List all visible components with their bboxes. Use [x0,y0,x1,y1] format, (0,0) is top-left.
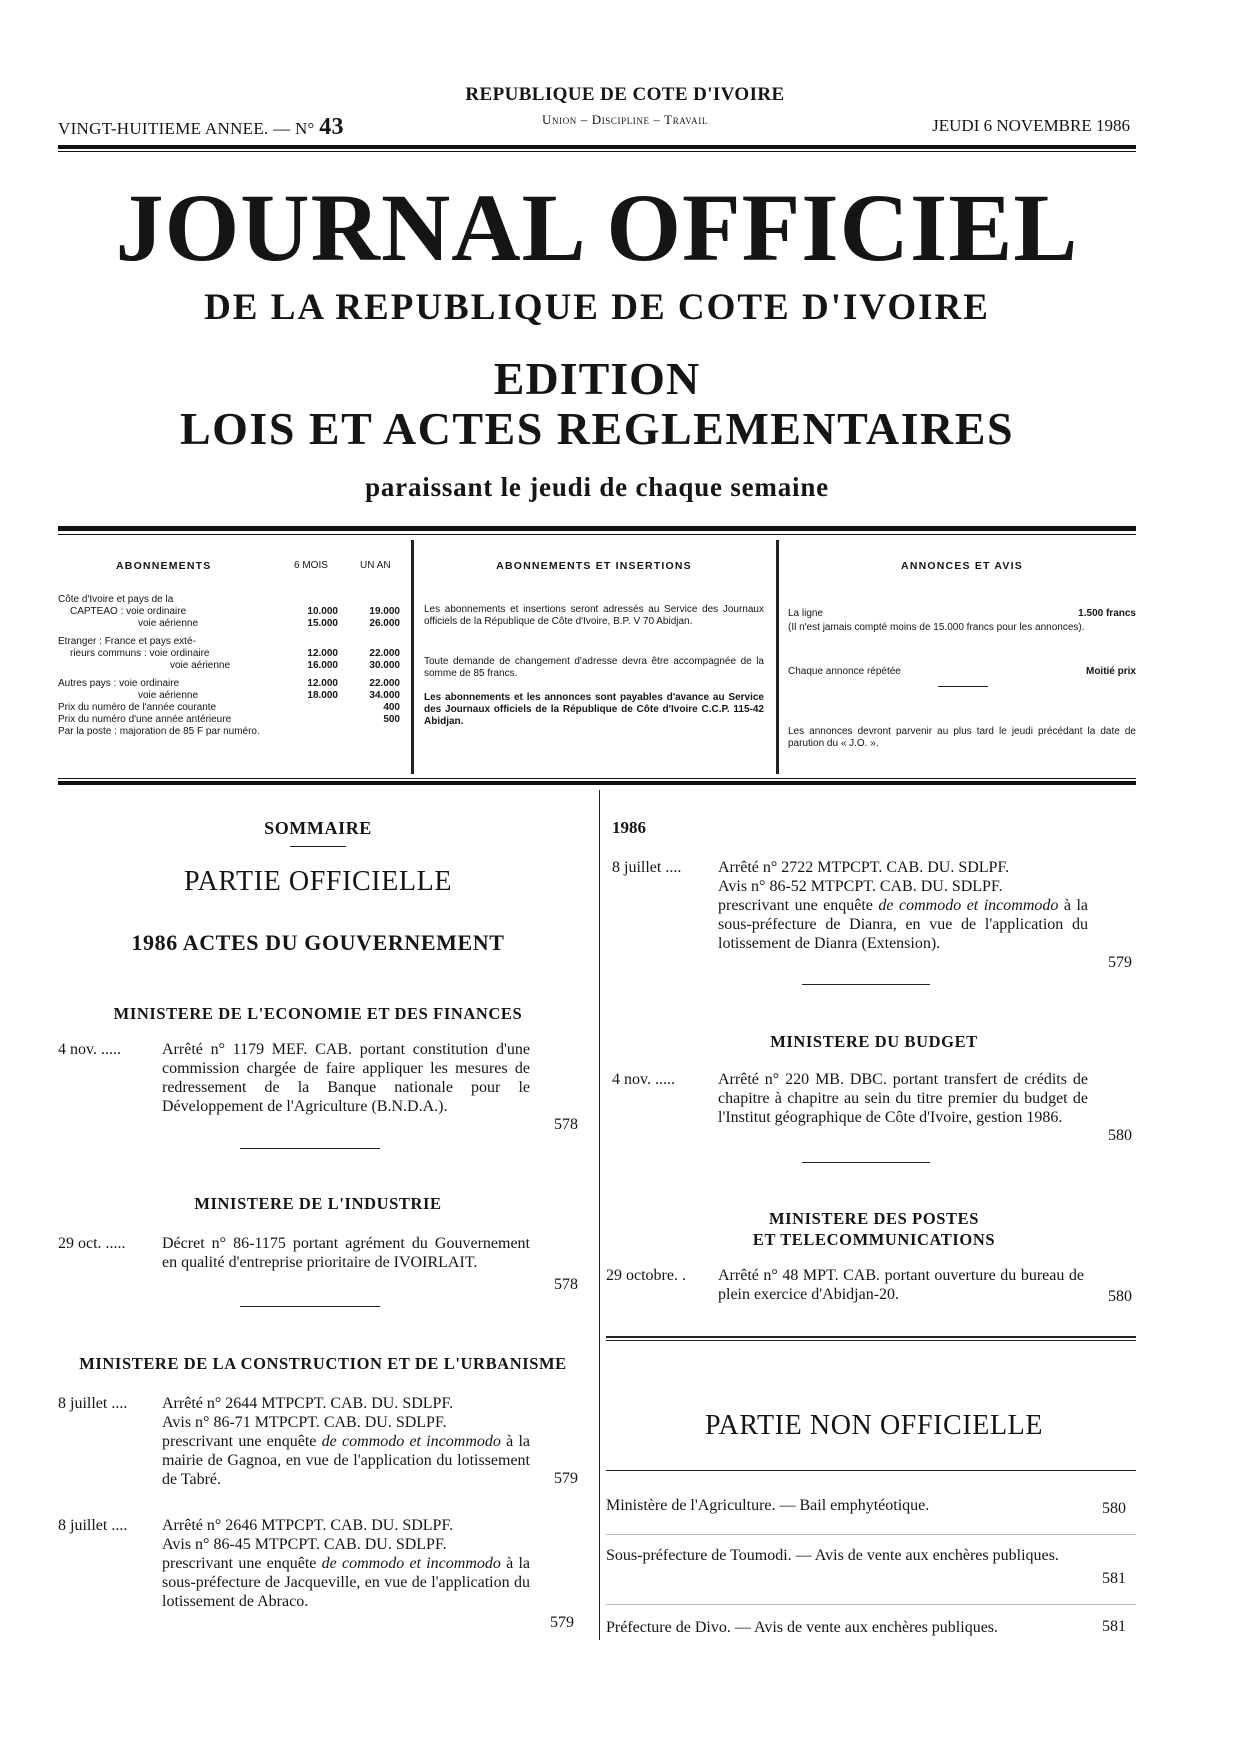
page-number: 580 [1102,1500,1126,1517]
insertions-address: Les abonnements et insertions seront adressés au Service des Journaux officiels de la République de Côte d'Ivoire, B.P. V 70 Abidjan. [424,604,764,627]
rate-label: rieurs communs : voie ordinaire [70,648,210,659]
volume-label: VINGT-HUITIEME ANNEE. — N° [58,119,315,138]
divider [290,846,346,847]
rate-label: voie aérienne [138,618,199,629]
repeat-price-label: Chaque annonce répétée [788,666,901,677]
insertions-address-change: Toute demande de changement d'adresse devra être accompagnée de la somme de 85 francs. [424,656,764,679]
entry-line: Avis n° 86-71 MTPCPT. CAB. DU. SDLPF. [162,1414,447,1431]
box-top-rule-thin [58,534,1136,535]
rate-6m: 18.000 [307,690,338,701]
entry-text [162,1432,530,1489]
non-official-item: Ministère de l'Agriculture. — Bail emphytéotique. [606,1497,930,1514]
entry-date: 29 octobre. . [606,1267,686,1284]
box-bottom-rule-thin [58,778,1136,779]
entry-date: 4 nov. ..... [58,1041,121,1058]
rate-1y: 400 [383,702,400,713]
page-number: 581 [1102,1618,1126,1635]
entry-text: Arrêté n° 220 MB. DBC. portant transfert de crédits de chapitre à chapitre au sein du titre premier du budget de l'Institut géographique de Côte d'Ivoire, gestion 1986. [718,1071,1088,1126]
divider [802,1162,930,1163]
divider [606,1534,1136,1535]
construction-entry-1 [162,1394,530,1489]
rate-label: Prix du numéro d'une année antérieure [58,714,232,725]
non-official-item: Préfecture de Divo. — Avis de vente aux enchères publiques. [606,1619,999,1636]
divider [802,984,930,985]
rate-label: CAPTEAO : voie ordinaire [70,606,187,617]
entry-text [162,1554,530,1611]
non-official-part-heading: PARTIE NON OFFICIELLE [704,1410,1044,1441]
six-months-header: 6 MOIS [294,560,328,571]
line-price-label: La ligne [788,608,824,619]
rate-label: Autres pays : voie ordinaire [58,678,180,689]
rate-6m: 10.000 [307,606,338,617]
entry-date: 8 juillet .... [612,859,682,876]
entry-line: Arrêté n° 2646 MTPCPT. CAB. DU. SDLPF. [162,1517,454,1534]
journal-title: JOURNAL OFFICIEL [115,174,1079,281]
rate-label: Côte d'Ivoire et pays de la [58,594,174,605]
page-number: 580 [1108,1127,1132,1144]
divider [606,1604,1136,1605]
edition-label: EDITION [493,353,701,404]
column-divider [599,790,600,1640]
volume-issue [58,114,344,141]
entry-date: 8 juillet .... [58,1517,128,1534]
country-name: REPUBLIQUE DE COTE D'IVOIRE [465,84,785,105]
rate-label: voie aérienne [170,660,231,671]
rate-label: Par la poste : majoration de 85 F par numéro. [58,726,260,737]
summary-heading: SOMMAIRE [264,818,372,838]
entry-date: 4 nov. ..... [612,1071,675,1088]
rate-1y: 500 [383,714,400,725]
rate-1y: 22.000 [369,678,400,689]
entry-text-italic: de commodo et incommodo [878,897,1059,914]
rate-1y: 30.000 [369,660,400,671]
official-part-heading: PARTIE OFFICIELLE [183,866,453,897]
entry-text-italic: de commodo et incommodo [321,1433,501,1450]
entry-text-italic: de commodo et incommodo [321,1555,501,1572]
box-divider [776,540,779,774]
repeat-price: Moitié prix [1085,666,1136,677]
rate-6m: 12.000 [307,648,338,659]
entry-date: 29 oct. ..... [58,1235,126,1252]
entry-text: Arrêté n° 1179 MEF. CAB. portant constitution d'une commission chargée de faire appliquer les mesures de redressement de la Banque nationale pour le Développement de l'Agriculture (B.N.D.A.). [162,1041,530,1115]
ministry-heading-line: MINISTERE DES POSTES [768,1209,980,1228]
minimum-charge-note: (Il n'est jamais compté moins de 15.000 francs pour les annonces). [788,622,1085,633]
page-number: 581 [1102,1570,1126,1587]
entry-text-pre: prescrivant une enquête [718,897,873,914]
rate-6m: 16.000 [307,660,338,671]
section-rule [606,1470,1136,1471]
entry-text: Arrêté n° 48 MPT. CAB. portant ouverture du bureau de plein exercice d'Abidjan-20. [718,1267,1084,1303]
entry-text [718,896,1088,953]
entry-line: Avis n° 86-45 MTPCPT. CAB. DU. SDLPF. [162,1536,447,1553]
insertions-payment: Les abonnements et les annonces sont payables d'avance au Service des Journaux officiels de la République de Côte d'Ivoire C.C.P. 115-42 Abidjan. [424,692,764,727]
box-divider [411,540,414,774]
announcements-info [788,542,1136,772]
subscription-rates [58,542,403,772]
box-top-rule [58,526,1136,531]
construction-entry-2 [162,1516,530,1611]
ministry-heading-posts [612,1208,1136,1250]
rate-label: Prix du numéro de l'année courante [58,702,217,713]
entry-text-pre: prescrivant une enquête [162,1433,317,1450]
page-number: 579 [1108,954,1132,971]
rate-label: voie aérienne [138,690,199,701]
entry-text: Décret n° 86-1175 portant agrément du Gouvernement en qualité d'entreprise prioritaire de IVOIRLAIT. [162,1235,530,1271]
insertions-info [424,542,764,772]
publication-frequency: paraissant le jeudi de chaque semaine [365,472,829,502]
divider [240,1148,380,1149]
edition-name: LOIS ET ACTES REGLEMENTAIRES [179,403,1015,454]
government-acts-heading: 1986 ACTES DU GOUVERNEMENT [131,930,505,955]
issue-number: 43 [319,114,344,140]
header-rule-thin [58,151,1136,152]
year-heading: 1986 [612,818,646,837]
line-price: 1.500 francs [1078,608,1136,619]
page-number: 578 [554,1116,578,1133]
entry-date: 8 juillet .... [58,1395,128,1412]
subscription-heading: ABONNEMENTS [116,560,212,572]
box-bottom-rule [58,781,1136,785]
entry-text-post: à la sous-préfecture de Dianra, en vue de l'application du lotissement de Dianra (Extension). [718,897,1089,952]
divider [240,1306,380,1307]
section-rule [606,1336,1136,1338]
country-block [380,84,870,128]
announcements-heading: ANNONCES ET AVIS [901,560,1023,572]
entry-line: Arrêté n° 2722 MTPCPT. CAB. DU. SDLPF. [718,859,1010,876]
ministry-heading-line: ET TELECOMMUNICATIONS [752,1230,996,1249]
entry-text-post: à la sous-préfecture de Jacqueville, en vue de l'application du lotissement de Abraco. [162,1555,531,1610]
page-number: 579 [550,1614,574,1631]
section-rule-thin [606,1340,1136,1341]
deadline-note: Les annonces devront parvenir au plus tard le jeudi précédant la date de parution du « J.O. ». [788,726,1136,749]
issue-date: JEUDI 6 NOVEMBRE 1986 [932,116,1130,135]
rate-1y: 34.000 [369,690,400,701]
ministry-heading-budget: MINISTERE DU BUDGET [770,1032,978,1051]
ministry-heading-construction: MINISTERE DE LA CONSTRUCTION ET DE L'URBANISME [79,1354,567,1373]
divider [938,686,988,687]
one-year-header: UN AN [360,560,391,571]
rate-1y: 22.000 [369,648,400,659]
insertions-heading: ABONNEMENTS ET INSERTIONS [496,560,692,572]
rate-label: Etranger : France et pays exté- [58,636,196,647]
page-number: 580 [1108,1288,1132,1305]
rate-6m: 12.000 [307,678,338,689]
dianra-entry [718,858,1088,953]
non-official-item: Sous-préfecture de Toumodi. — Avis de vente aux enchères publiques. [606,1547,1059,1564]
journal-subtitle: DE LA REPUBLIQUE DE COTE D'IVOIRE [204,287,990,328]
ministry-heading-economy: MINISTERE DE L'ECONOMIE ET DES FINANCES [113,1004,523,1023]
rate-6m: 15.000 [307,618,338,629]
entry-text-post: à la mairie de Gagnoa, en vue de l'application du lotissement de Tabré. [162,1433,531,1488]
entry-line: Arrêté n° 2644 MTPCPT. CAB. DU. SDLPF. [162,1395,454,1412]
rate-1y: 26.000 [369,618,400,629]
national-motto: Union – Discipline – Travail [542,112,708,127]
page-number: 578 [554,1276,578,1293]
ministry-heading-industry: MINISTERE DE L'INDUSTRIE [194,1194,442,1213]
header-rule [58,145,1136,149]
entry-line: Avis n° 86-52 MTPCPT. CAB. DU. SDLPF. [718,878,1003,895]
entry-text-pre: prescrivant une enquête [162,1555,317,1572]
page-number: 579 [554,1470,578,1487]
rate-1y: 19.000 [369,606,400,617]
